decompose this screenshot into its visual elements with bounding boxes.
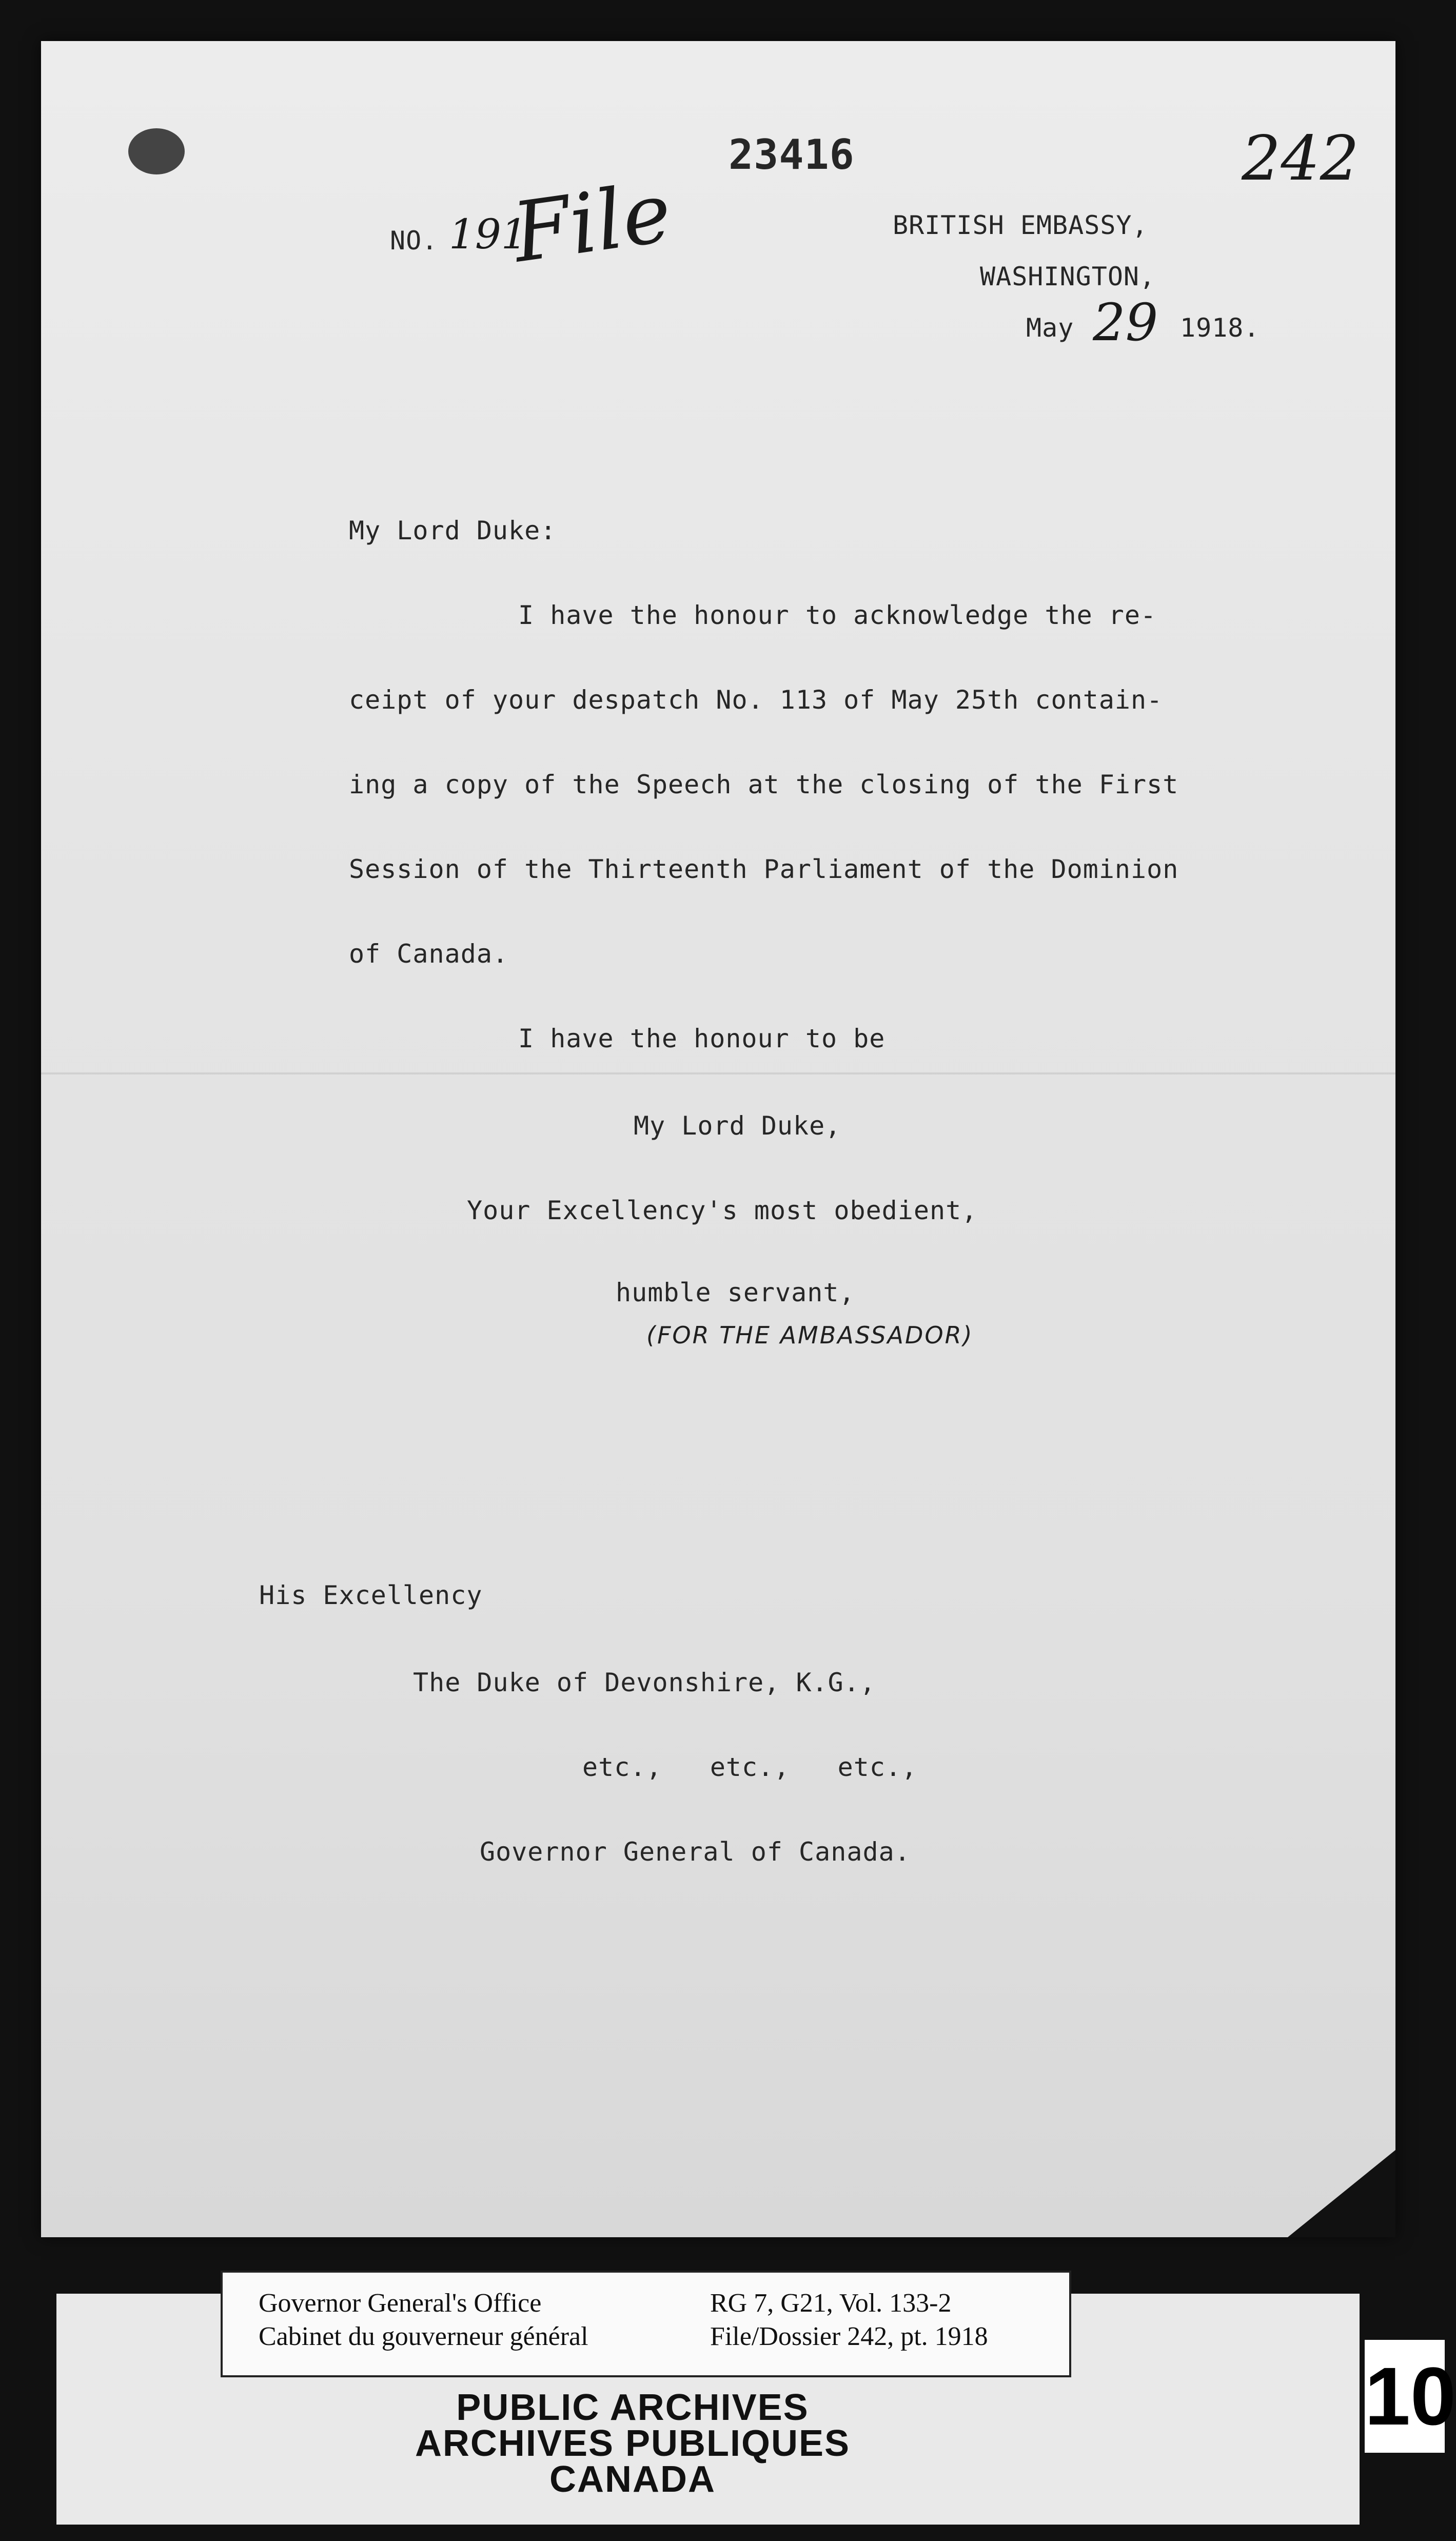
body-line: I have the honour to acknowledge the re- bbox=[518, 600, 1157, 630]
letter-page bbox=[41, 41, 1395, 2237]
embassy-name: BRITISH EMBASSY, bbox=[893, 210, 1148, 240]
embassy-city: WASHINGTON, bbox=[980, 262, 1156, 291]
addressee-line: His Excellency bbox=[259, 1580, 483, 1610]
page-corner-curl bbox=[1288, 2150, 1395, 2237]
no-label: NO. bbox=[390, 226, 438, 256]
frame-marker: 10 bbox=[1365, 2340, 1445, 2453]
body-line: ing a copy of the Speech at the closing of the First bbox=[349, 770, 1179, 799]
archives-name-en: PUBLIC ARCHIVES bbox=[456, 2387, 809, 2428]
date-day: 29 bbox=[1093, 292, 1158, 353]
body-line: Session of the Thirteenth Parliament of the Dominion bbox=[349, 854, 1179, 884]
closing-line: Your Excellency's most obedient, bbox=[467, 1196, 978, 1225]
date-year: 1918. bbox=[1180, 313, 1260, 343]
folio-number: 242 bbox=[1242, 123, 1360, 194]
addressee-line: The Duke of Devonshire, K.G., bbox=[413, 1668, 876, 1697]
office-name-fr: Cabinet du gouverneur général bbox=[259, 2322, 588, 2351]
archives-country: CANADA bbox=[549, 2459, 716, 2500]
salutation: My Lord Duke: bbox=[349, 516, 557, 545]
file-ref: File/Dossier 242, pt. 1918 bbox=[710, 2322, 988, 2351]
punch-hole bbox=[128, 128, 185, 174]
addressee-line: etc., etc., etc., bbox=[582, 1752, 918, 1782]
body-line: of Canada. bbox=[349, 939, 509, 969]
addressee-line: Governor General of Canada. bbox=[480, 1837, 911, 1867]
closing-line: My Lord Duke, bbox=[634, 1111, 841, 1141]
closing-line: I have the honour to be bbox=[518, 1024, 886, 1053]
body-line: ceipt of your despatch No. 113 of May 25th contain- bbox=[349, 685, 1163, 715]
fold-line bbox=[41, 1072, 1395, 1074]
date-month: May bbox=[1026, 313, 1074, 343]
archive-reference-label bbox=[221, 2271, 1071, 2377]
record-group-ref: RG 7, G21, Vol. 133-2 bbox=[710, 2289, 952, 2318]
handwritten-number: 191 bbox=[449, 210, 527, 258]
archives-name-fr: ARCHIVES PUBLIQUES bbox=[415, 2423, 851, 2464]
closing-line: humble servant, bbox=[616, 1278, 855, 1307]
signature-stamp: (FOR THE AMBASSADOR) bbox=[646, 1321, 974, 1349]
handwritten-file-note: File bbox=[507, 164, 677, 281]
register-number: 23416 bbox=[729, 131, 855, 179]
office-name-en: Governor General's Office bbox=[259, 2289, 542, 2318]
